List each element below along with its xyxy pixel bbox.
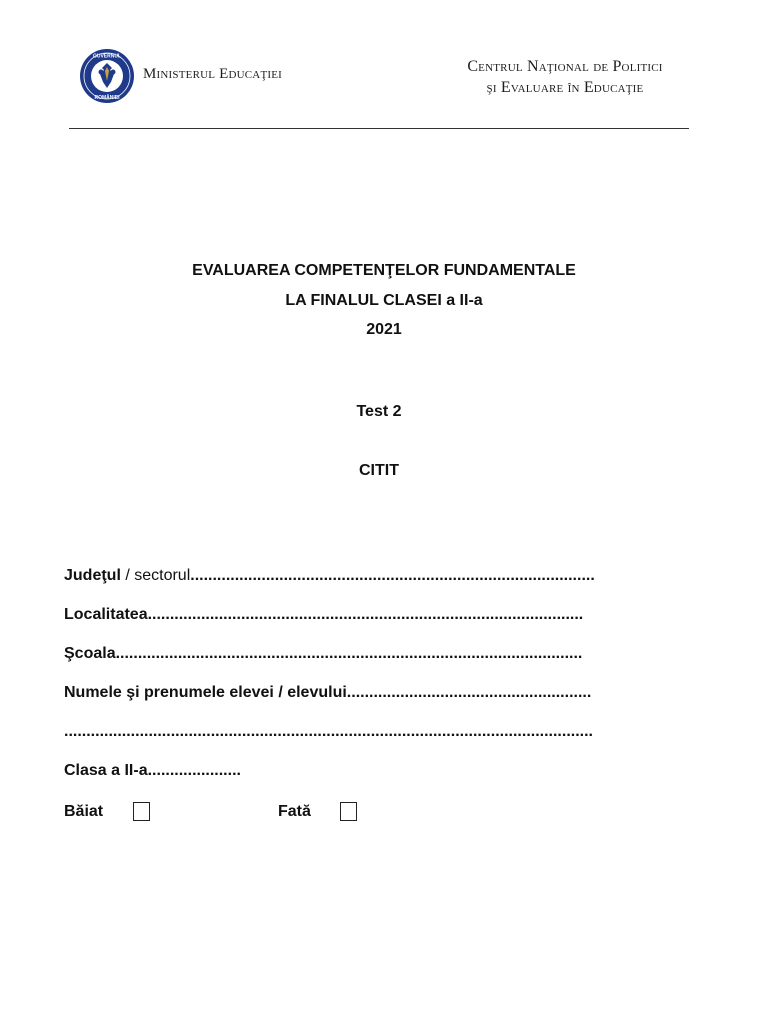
student-info-form	[64, 567, 674, 801]
romanian-coat-of-arms-icon	[79, 48, 135, 104]
document-header	[0, 0, 768, 130]
header-divider	[69, 128, 689, 129]
boy-checkbox[interactable]	[133, 802, 150, 821]
locality-label: Localitatea	[64, 606, 148, 623]
svg-text:ROMÂNIEI: ROMÂNIEI	[94, 95, 120, 101]
girl-checkbox[interactable]	[340, 802, 357, 821]
locality-field[interactable]	[64, 606, 674, 645]
student-name-dots: .......................................................	[346, 684, 592, 701]
county-label-rest: / sectorul	[120, 567, 191, 584]
class-label: Clasa a II-a	[64, 762, 148, 779]
school-dots: .........................................................................................................	[115, 645, 583, 662]
county-dots: ...........................................................................................	[190, 567, 595, 584]
title-line1	[0, 256, 768, 286]
student-name-field[interactable]	[64, 684, 674, 723]
county-field[interactable]	[64, 567, 674, 606]
evaluation-center-name	[440, 56, 690, 98]
title-line2: LA FINALUL CLASEI a II-a	[285, 291, 483, 309]
document-title	[0, 256, 768, 345]
class-field[interactable]	[64, 762, 674, 801]
center-name-line1: Centrul Naţional de Politici	[467, 58, 663, 75]
subject-label: CITIT	[359, 462, 399, 479]
ministry-name: Ministerul Educaţiei	[143, 66, 283, 82]
girl-label: Fată	[278, 803, 311, 820]
continuation-dots: .......................................................................................................................	[64, 723, 593, 740]
school-field[interactable]	[64, 645, 674, 684]
school-label: Şcoala	[64, 645, 116, 662]
svg-text:GUVERNUL: GUVERNUL	[92, 53, 122, 60]
center-name-line2: şi Evaluare în Educaţie	[486, 79, 644, 96]
gender-selection	[64, 801, 464, 825]
locality-dots: ..................................................................................................	[147, 606, 584, 623]
boy-label: Băiat	[64, 803, 104, 820]
title-line1-part1: EVALUAREA	[192, 262, 295, 279]
student-name-continuation-field[interactable]	[64, 723, 674, 762]
test-label: Test 2	[356, 403, 402, 420]
class-dots: .....................	[147, 762, 241, 779]
title-line1-part2: COMPETENŢELOR FUNDAMENTALE	[294, 262, 576, 279]
student-name-label: Numele şi prenumele elevei / elevului	[64, 684, 347, 701]
county-label-bold: Judeţul	[64, 567, 121, 584]
government-seal-logo	[79, 48, 135, 104]
title-year: 2021	[366, 321, 402, 338]
